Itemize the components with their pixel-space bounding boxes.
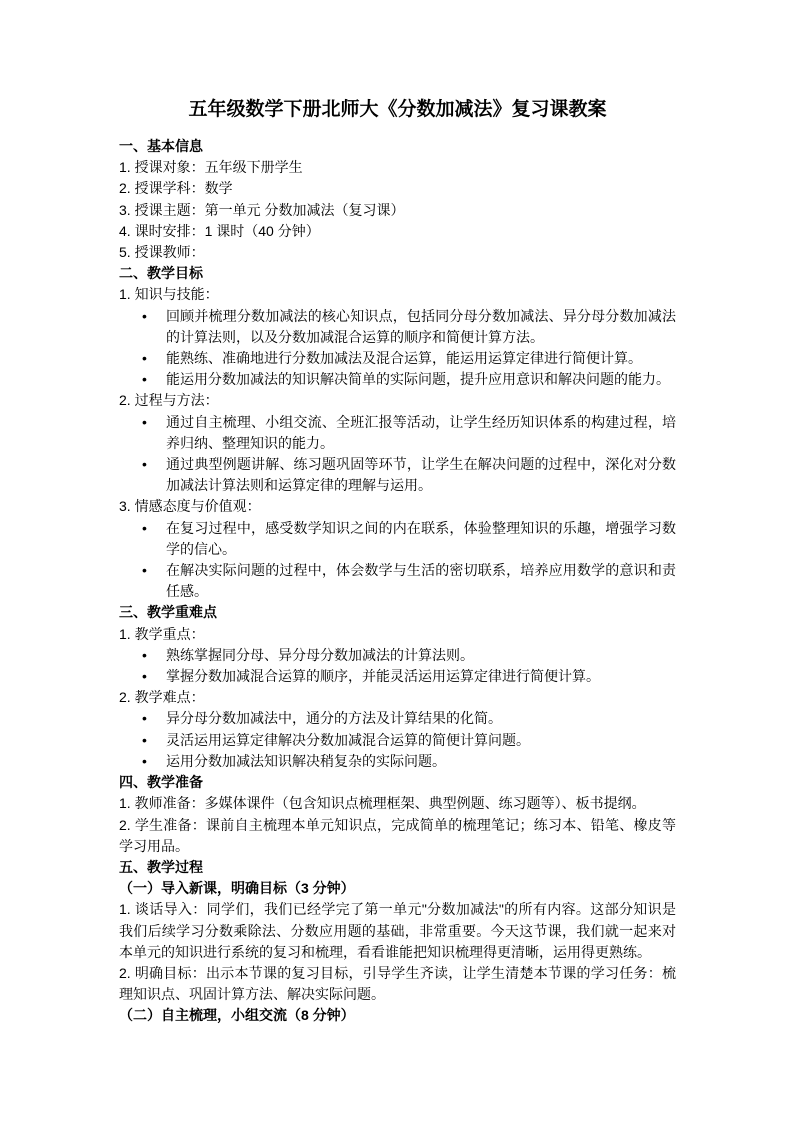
group-label: 2. 教学难点：	[119, 689, 205, 706]
bullet-list	[119, 708, 676, 772]
heading-key-difficult-points: 三、教学重难点	[119, 604, 217, 621]
section-basic-info	[119, 136, 676, 263]
group-label: 1. 知识与技能：	[119, 286, 219, 303]
group-label: 2. 过程与方法：	[119, 392, 219, 409]
document-title: 五年级数学下册北师大《分数加减法》复习课教案	[188, 99, 607, 120]
bullet-item: • 灵活运用运算定律解决分数加减混合运算的简便计算问题。	[166, 730, 676, 751]
bullet-item: • 通过典型例题讲解、练习题巩固等环节，让学生在解决问题的过程中，深化对分数加减法计算法则和运算定律的理解与运用。	[166, 454, 676, 496]
bullet-item: • 掌握分数加减混合运算的顺序，并能灵活运用运算定律进行简便计算。	[166, 666, 676, 687]
group-label: 3. 情感态度与价值观：	[119, 498, 261, 515]
bullet-item: • 运用分数加减法知识解决稍复杂的实际问题。	[166, 751, 676, 772]
section-teaching-process	[119, 857, 676, 1027]
bullet-item: • 异分母分数加减法中，通分的方法及计算结果的化简。	[166, 708, 676, 729]
bullet-list	[119, 518, 676, 603]
numbered-item: 1. 教师准备：多媒体课件（包含知识点梳理框架、典型例题、练习题等）、板书提纲。	[119, 795, 646, 812]
numbered-item: 2. 授课学科：数学	[119, 180, 233, 197]
numbered-item: 1. 授课对象：五年级下册学生	[119, 159, 303, 176]
bullet-item: • 熟练掌握同分母、异分母分数加减法的计算法则。	[166, 645, 676, 666]
heading-basic-info: 一、基本信息	[119, 138, 203, 154]
numbered-item: 1. 谈话导入：同学们，我们已经学完了第一单元"分数加减法"的所有内容。这部分知识是我们后续学习分数乘除法、分数应用题的基础，非常重要。今天这节课，我们就一起来对本单元的知识进行系统的复习和梳理，看看谁能把知识梳理得更清晰，运用得更熟练。	[119, 901, 676, 960]
section-key-difficult-points	[119, 602, 676, 772]
group-label: 1. 教学重点：	[119, 625, 205, 642]
numbered-item: 2. 学生准备：课前自主梳理本单元知识点，完成简单的梳理笔记；练习本、铅笔、橡皮等学习用品。	[119, 816, 676, 854]
bullet-item: • 能熟练、准确地进行分数加减法及混合运算，能运用运算定律进行简便计算。	[166, 348, 676, 369]
bullet-item: • 回顾并梳理分数加减法的核心知识点，包括同分母分数加减法、异分母分数加减法的计算法则，以及分数加减混合运算的顺序和简便计算方法。	[166, 306, 676, 348]
numbered-item: 5. 授课教师：	[119, 244, 205, 261]
numbered-item: 2. 明确目标：出示本节课的复习目标，引导学生齐读，让学生清楚本节课的学习任务：梳理知识点、巩固计算方法、解决实际问题。	[119, 964, 676, 1003]
bullet-item: • 在复习过程中，感受数学知识之间的内在联系，体验整理知识的乐趣，增强学习数学的信心。	[166, 518, 676, 560]
subsection-heading: （二）自主梳理，小组交流（8 分钟）	[119, 1007, 355, 1024]
heading-teaching-process: 五、教学过程	[119, 858, 203, 875]
section-teaching-objectives	[119, 263, 676, 602]
bullet-list	[119, 306, 676, 391]
bullet-item: • 通过自主梳理、小组交流、全班汇报等活动，让学生经历知识体系的构建过程，培养归纳、整理知识的能力。	[166, 412, 676, 454]
bullet-item: • 在解决实际问题的过程中，体会数学与生活的密切联系，培养应用数学的意识和责任感。	[166, 560, 676, 602]
heading-teaching-objectives: 二、教学目标	[119, 265, 203, 282]
subsection-heading: （一）导入新课，明确目标（3 分钟）	[119, 880, 355, 897]
heading-teaching-preparation: 四、教学准备	[119, 774, 203, 791]
bullet-list	[119, 412, 676, 497]
section-teaching-preparation	[119, 772, 676, 857]
numbered-item: 3. 授课主题：第一单元 分数加减法（复习课）	[119, 201, 405, 218]
bullet-item: • 能运用分数加减法的知识解决简单的实际问题，提升应用意识和解决问题的能力。	[166, 369, 676, 390]
bullet-list	[119, 645, 676, 687]
numbered-item: 4. 课时安排：1 课时（40 分钟）	[119, 222, 320, 239]
